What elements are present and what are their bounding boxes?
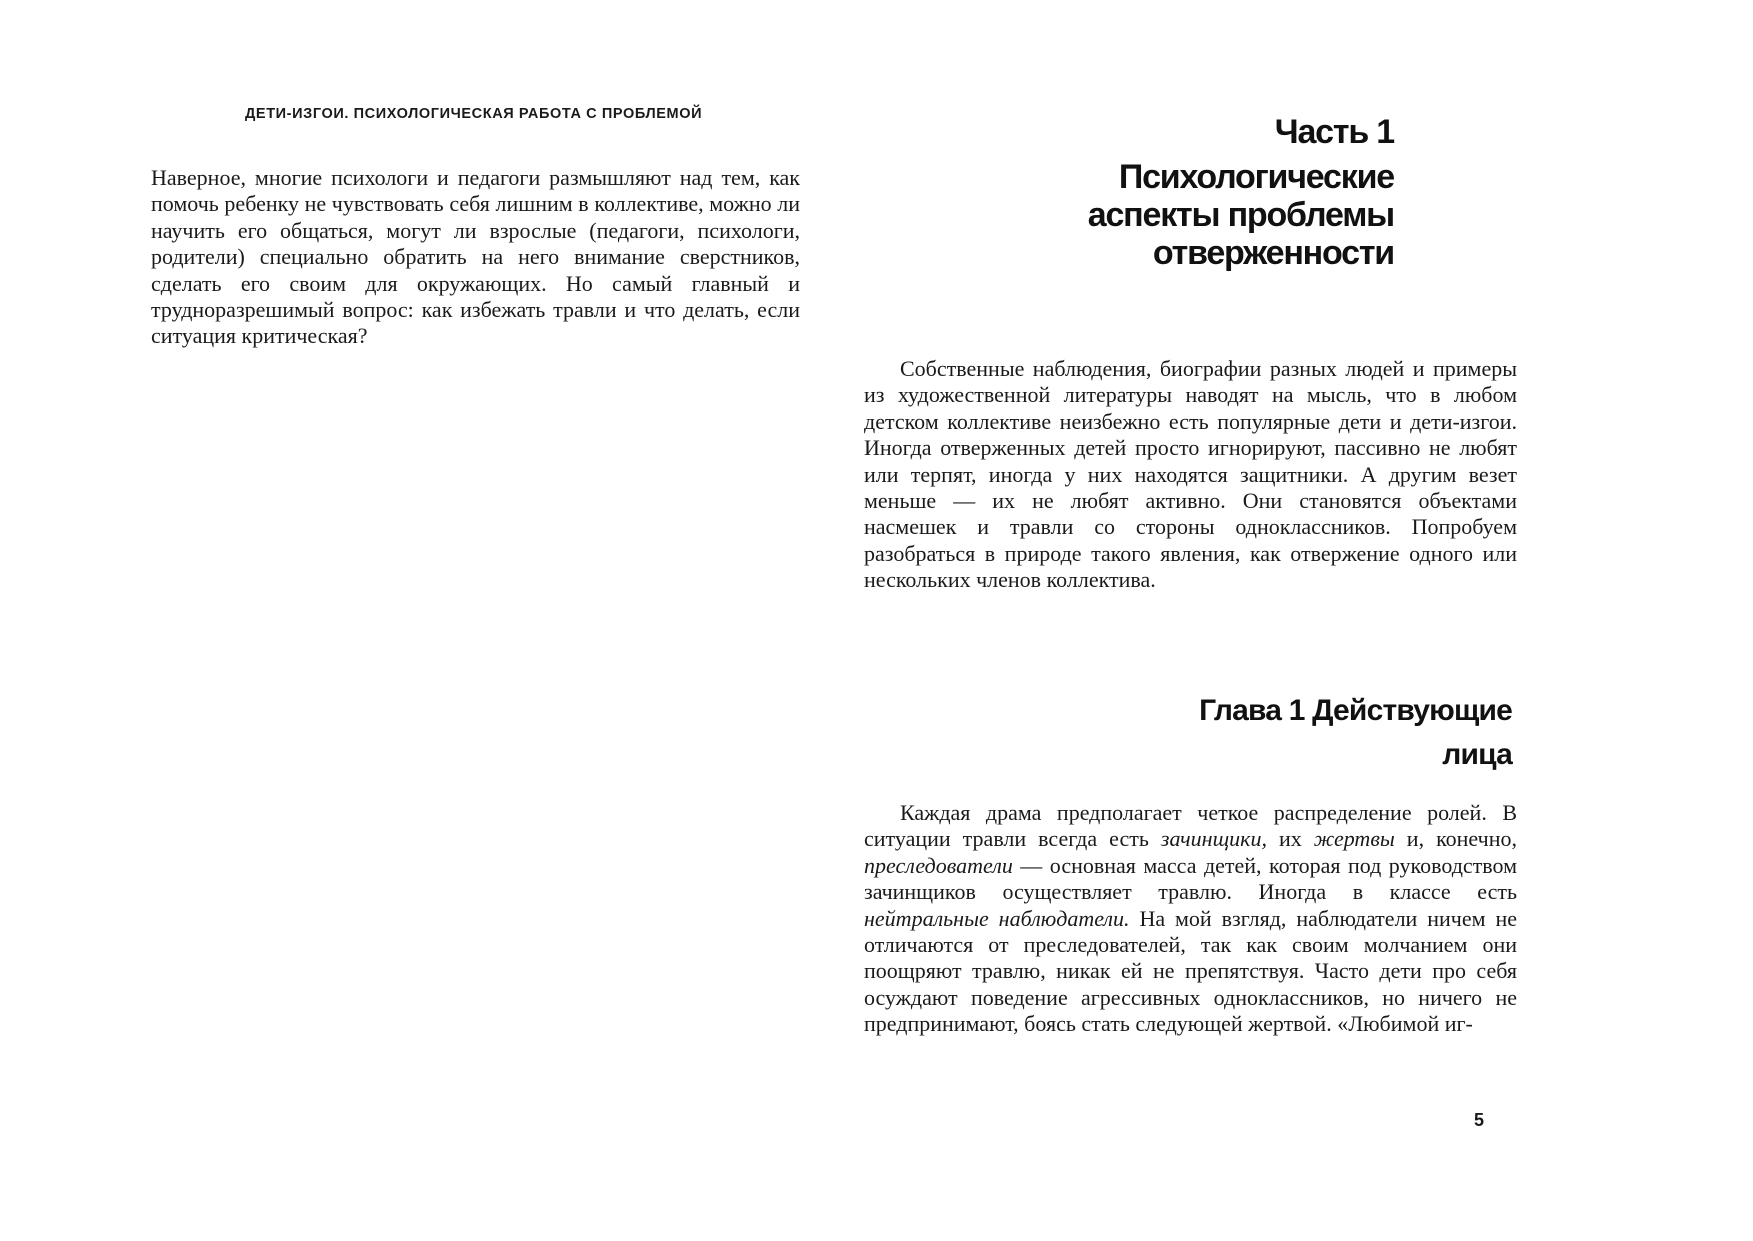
- part-heading: [874, 110, 1394, 272]
- chapter-text-segment: — основная масса детей, которая под руководством зачинщиков осуществляет травлю. Иногда в классе есть: [864, 852, 1517, 905]
- running-head: ДЕТИ-ИЗГОИ. ПСИХОЛОГИЧЕСКАЯ РАБОТА С ПРОБЛЕМОЙ: [245, 106, 703, 122]
- chapter-paragraph: [864, 800, 1517, 1038]
- part-title: [874, 158, 1394, 272]
- chapter-text-segment: их: [1266, 826, 1314, 852]
- term-persecutors: преследователи: [864, 852, 1013, 878]
- term-victims: жертвы: [1313, 826, 1395, 852]
- chapter-text-segment: и, конечно,: [1394, 826, 1517, 852]
- chapter-text-segment: На мой взгляд, наблюдатели ничем не отличаются от преследователей, так как своим молчанием они поощряют травлю, никак ей не препятствуя. Часто дети про себя осуждают поведение агрессивных одноклассников, но ничего не предпринимают, боясь стать следующей жертвой. «Любимой иг-: [864, 905, 1517, 1037]
- term-instigators: зачинщики,: [1160, 826, 1267, 852]
- part-title-line: аспекты проблемы: [1087, 196, 1394, 234]
- part-title-line: Психологические: [1118, 158, 1394, 196]
- left-paragraph: Наверное, многие психологи и педагоги размышляют над тем, как помочь ребенку не чувствовать себя лишним в коллективе, можно ли научить его общаться, могут ли взрослые (педагоги, психологи, родители) специально обратить на него внимание сверстников, сделать его своим для окружающих. Но самый главный и трудноразрешимый вопрос: как избежать травли и что делать, если ситуация критическая?: [151, 165, 800, 349]
- chapter-title-line: Глава 1 Действующие: [1199, 694, 1512, 727]
- page-number: 5: [1474, 1110, 1485, 1130]
- part-label: Часть 1: [1274, 113, 1394, 151]
- chapter-title-line: лица: [1442, 738, 1512, 771]
- chapter-heading: [1112, 689, 1512, 777]
- left-page: [0, 0, 876, 1241]
- chapter-text-segment: Каждая драма предполагает четкое распределение ролей. В ситуации травли всегда есть: [864, 800, 1517, 852]
- term-neutral-observers: нейтральные наблюдатели.: [864, 905, 1130, 931]
- intro-paragraph: Собственные наблюдения, биографии разных людей и примеры из художественной литературы наводят на мысль, что в любом детском коллективе неизбежно есть популярные дети и дети-изгои. Иногда отверженных детей просто игнорируют, пассивно не любят или терпят, иногда у них находятся защитники. А другим везет меньше — их не любят активно. Они становятся объектами насмешек и травли со стороны одноклассников. Попробуем разобраться в природе такого явления, как отвержение одного или нескольких членов коллектива.: [864, 356, 1517, 593]
- part-title-line: отверженности: [1152, 234, 1394, 272]
